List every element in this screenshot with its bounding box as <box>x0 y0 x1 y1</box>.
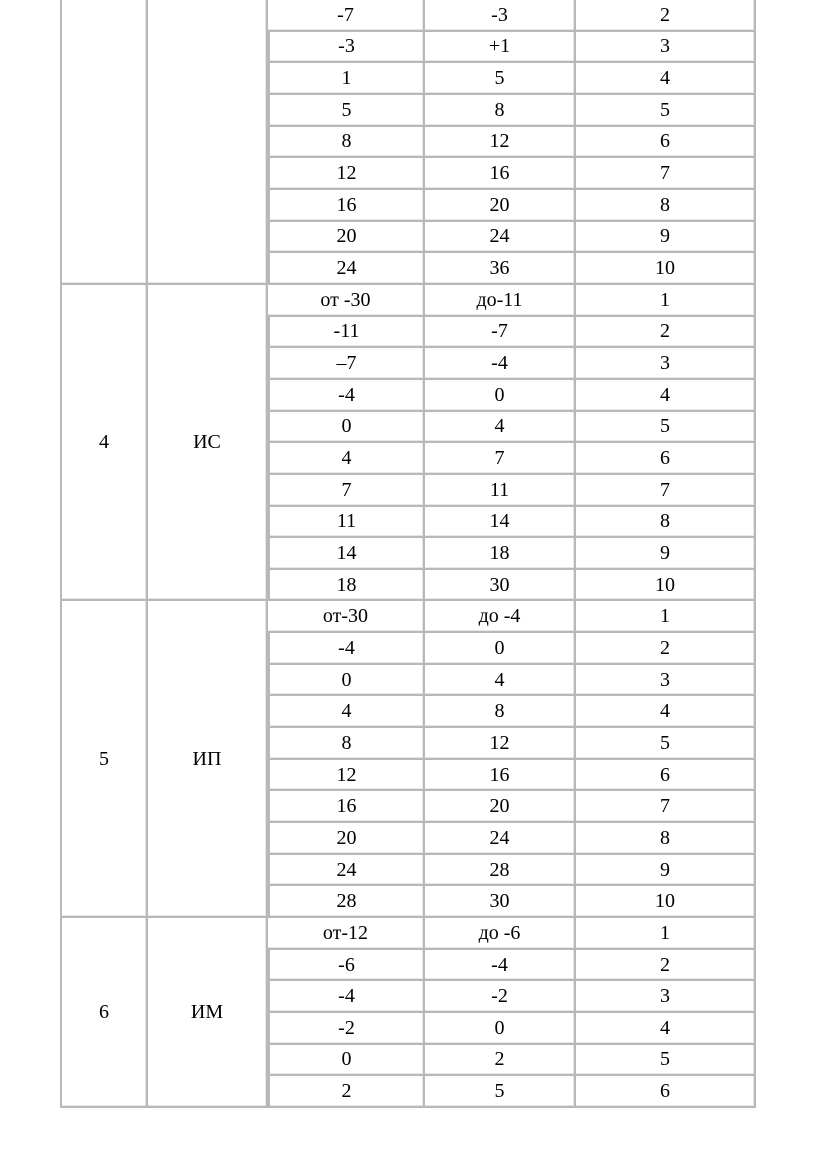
table-row <box>60 918 756 950</box>
score-cell: 1 <box>576 601 756 633</box>
range-from-cell: -2 <box>268 1013 425 1045</box>
range-from-cell: от -30 <box>268 285 425 317</box>
range-to-cell: 30 <box>425 570 576 602</box>
score-cell: 10 <box>576 570 756 602</box>
score-cell: 5 <box>576 728 756 760</box>
range-to-cell: 16 <box>425 760 576 792</box>
range-to-cell: 11 <box>425 475 576 507</box>
score-cell: 3 <box>576 981 756 1013</box>
range-to-cell: 4 <box>425 412 576 444</box>
group-code-cell: ИС <box>148 285 268 602</box>
score-cell: 6 <box>576 127 756 159</box>
range-from-cell: 4 <box>268 443 425 475</box>
range-from-cell: от-30 <box>268 601 425 633</box>
range-to-cell: 0 <box>425 1013 576 1045</box>
score-cell: 2 <box>576 317 756 349</box>
range-to-cell: 18 <box>425 538 576 570</box>
range-from-cell: 14 <box>268 538 425 570</box>
range-to-cell: 36 <box>425 253 576 285</box>
range-from-cell: 18 <box>268 570 425 602</box>
table-row <box>60 601 756 633</box>
range-from-cell: от-12 <box>268 918 425 950</box>
range-to-cell: 12 <box>425 127 576 159</box>
range-to-cell: -4 <box>425 348 576 380</box>
range-to-cell: 20 <box>425 791 576 823</box>
score-cell: 6 <box>576 1076 756 1108</box>
range-from-cell: 20 <box>268 823 425 855</box>
range-to-cell: -7 <box>425 317 576 349</box>
range-to-cell: 30 <box>425 886 576 918</box>
range-to-cell: 8 <box>425 95 576 127</box>
score-cell: 9 <box>576 538 756 570</box>
range-from-cell: 8 <box>268 127 425 159</box>
range-to-cell: -4 <box>425 950 576 982</box>
score-cell: 7 <box>576 791 756 823</box>
score-cell: 8 <box>576 190 756 222</box>
range-to-cell: до -6 <box>425 918 576 950</box>
range-to-cell: 12 <box>425 728 576 760</box>
range-to-cell: 16 <box>425 158 576 190</box>
range-from-cell: 4 <box>268 696 425 728</box>
range-to-cell: 8 <box>425 696 576 728</box>
range-from-cell: 5 <box>268 95 425 127</box>
range-from-cell: -6 <box>268 950 425 982</box>
table-body <box>60 0 756 1108</box>
score-cell: 7 <box>576 158 756 190</box>
score-cell: 1 <box>576 285 756 317</box>
range-to-cell: 14 <box>425 507 576 539</box>
scale-table <box>60 0 756 1108</box>
range-to-cell: 0 <box>425 380 576 412</box>
range-to-cell: 24 <box>425 823 576 855</box>
range-to-cell: 5 <box>425 1076 576 1108</box>
range-from-cell: 28 <box>268 886 425 918</box>
range-from-cell: -7 <box>268 0 425 32</box>
range-from-cell: 11 <box>268 507 425 539</box>
range-to-cell: -2 <box>425 981 576 1013</box>
score-cell: 5 <box>576 412 756 444</box>
score-cell: 4 <box>576 1013 756 1045</box>
range-to-cell: 7 <box>425 443 576 475</box>
range-to-cell: 24 <box>425 222 576 254</box>
range-to-cell: до-11 <box>425 285 576 317</box>
range-from-cell: 1 <box>268 63 425 95</box>
score-cell: 3 <box>576 665 756 697</box>
range-to-cell: 5 <box>425 63 576 95</box>
group-code-cell: ИМ <box>148 918 268 1108</box>
score-cell: 4 <box>576 696 756 728</box>
group-number-cell: 4 <box>60 285 148 602</box>
range-to-cell: 4 <box>425 665 576 697</box>
score-cell: 2 <box>576 0 756 32</box>
range-from-cell: 8 <box>268 728 425 760</box>
range-to-cell: до -4 <box>425 601 576 633</box>
score-cell: 3 <box>576 348 756 380</box>
range-from-cell: 20 <box>268 222 425 254</box>
range-from-cell: -11 <box>268 317 425 349</box>
range-to-cell: +1 <box>425 32 576 64</box>
document-page <box>60 0 756 1108</box>
score-cell: 10 <box>576 253 756 285</box>
range-from-cell: 16 <box>268 791 425 823</box>
score-cell: 2 <box>576 633 756 665</box>
range-from-cell: -4 <box>268 633 425 665</box>
range-from-cell: 16 <box>268 190 425 222</box>
score-cell: 6 <box>576 760 756 792</box>
range-to-cell: 2 <box>425 1045 576 1077</box>
score-cell: 3 <box>576 32 756 64</box>
range-to-cell: 28 <box>425 855 576 887</box>
range-from-cell: -4 <box>268 981 425 1013</box>
range-from-cell: -3 <box>268 32 425 64</box>
range-to-cell: -3 <box>425 0 576 32</box>
score-cell: 8 <box>576 507 756 539</box>
score-cell: 10 <box>576 886 756 918</box>
range-from-cell: 7 <box>268 475 425 507</box>
score-cell: 6 <box>576 443 756 475</box>
range-from-cell: 12 <box>268 760 425 792</box>
group-code-cell <box>148 0 268 285</box>
score-cell: 4 <box>576 63 756 95</box>
range-from-cell: 0 <box>268 665 425 697</box>
group-number-cell: 5 <box>60 601 148 918</box>
range-from-cell: 24 <box>268 253 425 285</box>
range-from-cell: 0 <box>268 1045 425 1077</box>
range-from-cell: 12 <box>268 158 425 190</box>
range-to-cell: 0 <box>425 633 576 665</box>
table-row <box>60 0 756 32</box>
range-to-cell: 20 <box>425 190 576 222</box>
table-row <box>60 285 756 317</box>
score-cell: 2 <box>576 950 756 982</box>
score-cell: 5 <box>576 1045 756 1077</box>
score-cell: 5 <box>576 95 756 127</box>
range-from-cell: –7 <box>268 348 425 380</box>
range-from-cell: 0 <box>268 412 425 444</box>
score-cell: 8 <box>576 823 756 855</box>
score-cell: 4 <box>576 380 756 412</box>
range-from-cell: 24 <box>268 855 425 887</box>
group-number-cell: 6 <box>60 918 148 1108</box>
group-number-cell <box>60 0 148 285</box>
score-cell: 9 <box>576 855 756 887</box>
score-cell: 1 <box>576 918 756 950</box>
score-cell: 7 <box>576 475 756 507</box>
range-from-cell: -4 <box>268 380 425 412</box>
range-from-cell: 2 <box>268 1076 425 1108</box>
score-cell: 9 <box>576 222 756 254</box>
group-code-cell: ИП <box>148 601 268 918</box>
